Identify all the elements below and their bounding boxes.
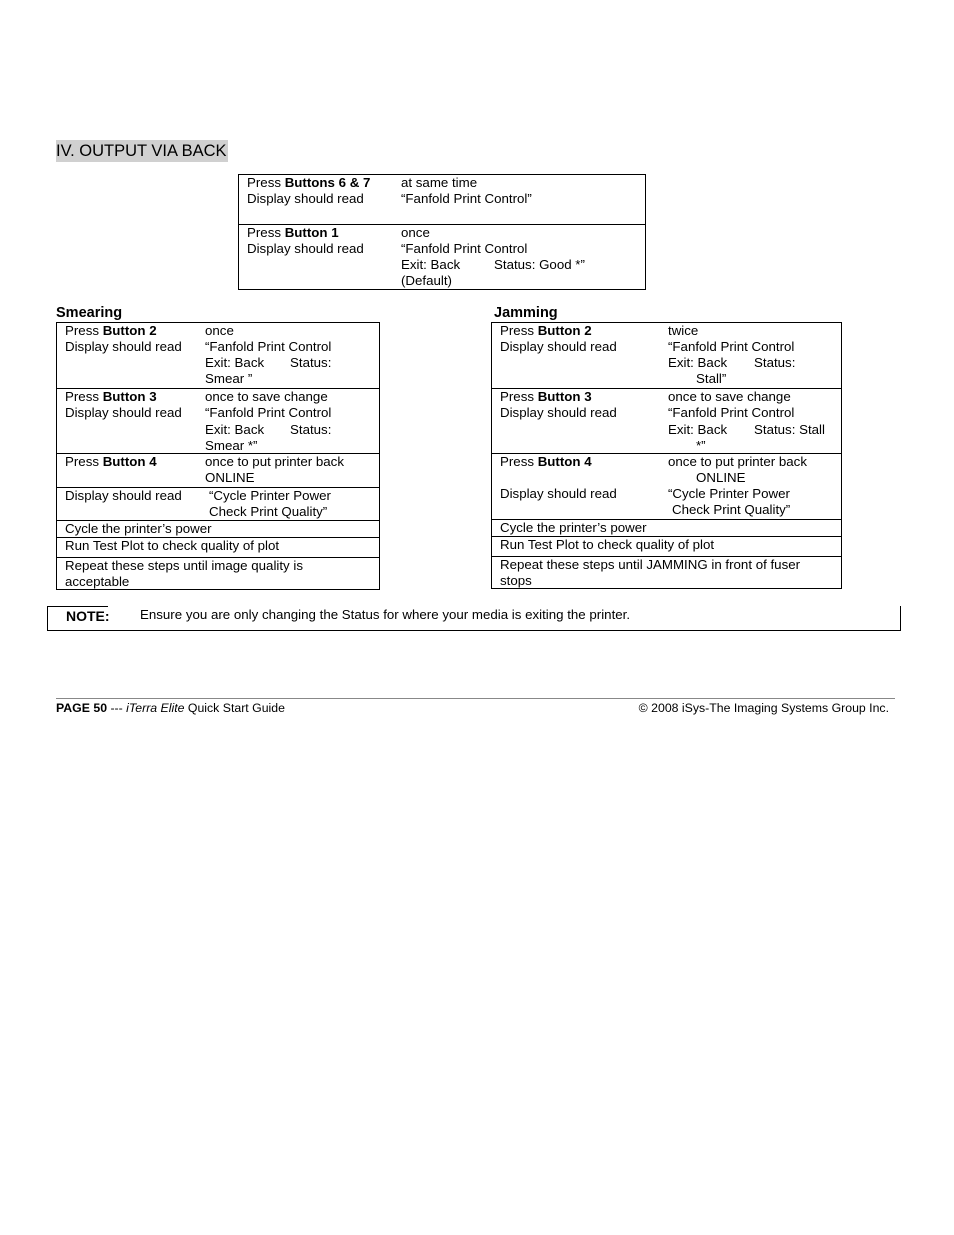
step-value: Exit: Back [401,257,461,272]
step-label: Press Buttons 6 & 7 [247,175,371,190]
step-value: once [401,225,430,240]
note-label: NOTE: [66,608,110,624]
step-value: Status: [754,355,796,370]
step-value: once to put printer back [205,454,344,469]
table-row [239,175,645,224]
step-label: Press Button 2 [500,323,592,338]
step-value: Exit: Back [205,355,265,370]
step-value: “Fanfold Print Control [401,241,528,256]
table-row [57,557,379,590]
note-text: Ensure you are only changing the Status for where your media is exiting the printer. [140,607,631,622]
step-value: once [205,323,234,338]
step-value: twice [668,323,699,338]
step-text: acceptable [65,574,130,589]
step-label: Display should read [247,191,364,206]
step-label: Press Button 1 [247,225,339,240]
table-row [57,487,379,520]
step-label: Press Button 4 [65,454,157,469]
table-row [57,520,379,537]
step-label: Display should read [500,486,617,501]
step-value: (Default) [401,273,452,288]
step-value: Exit: Back [205,422,265,437]
table-row [57,453,379,487]
step-value: Smear ” [205,371,253,386]
table-row [239,224,645,290]
table-row [492,556,841,589]
step-value: “Fanfold Print Control” [401,191,532,206]
step-value: Status: Stall [754,422,825,437]
step-value: *” [696,438,706,453]
step-value: once to save change [668,389,791,404]
step-value: “Cycle Printer Power [209,488,331,503]
step-value: Check Print Quality” [209,504,328,519]
step-value: once to put printer back [668,454,807,469]
step-value: Status: Good *” [494,257,585,272]
step-value: ONLINE [696,470,746,485]
step-value: “Fanfold Print Control [668,339,795,354]
step-value: Status: [290,422,332,437]
step-value: once to save change [205,389,328,404]
table-row [492,536,841,556]
step-value: “Cycle Printer Power [668,486,790,501]
step-value: “Fanfold Print Control [668,405,795,420]
step-text: Cycle the printer’s power [500,520,647,535]
step-value: Check Print Quality” [672,502,791,517]
table-row [492,453,841,519]
jamming-table [491,322,842,589]
table-row [492,519,841,536]
step-text: Run Test Plot to check quality of plot [500,537,715,552]
step-text: Cycle the printer’s power [65,521,212,536]
step-value: Smear *” [205,438,258,453]
table-row [57,388,379,453]
step-label: Display should read [65,488,182,503]
smearing-title: Smearing [56,305,123,321]
footer-copyright: © 2008 iSys-The Imaging Systems Group Inc. [638,701,889,715]
step-value: ONLINE [205,470,255,485]
step-text: stops [500,573,532,588]
table-row [492,323,841,388]
step-value: at same time [401,175,478,190]
note-box [47,606,901,631]
step-value: “Fanfold Print Control [205,405,332,420]
step-text: Repeat these steps until JAMMING in front of fuser [500,557,801,572]
smearing-table [56,322,380,590]
footer-divider [56,698,895,699]
step-value: Exit: Back [668,422,728,437]
step-value: Exit: Back [668,355,728,370]
step-label: Display should read [65,339,182,354]
step-value: Stall” [696,371,727,386]
footer-left: PAGE 50 --- iTerra Elite Quick Start Guide [56,701,285,715]
step-value: Status: [290,355,332,370]
jamming-title: Jamming [494,305,558,321]
step-label: Press Button 4 [500,454,592,469]
step-label: Press Button 3 [65,389,157,404]
section-heading: IV. OUTPUT VIA BACK [56,142,227,160]
step-label: Press Button 2 [65,323,157,338]
step-label: Display should read [247,241,364,256]
table-row [492,388,841,453]
top-instruction-table [238,174,646,290]
step-value: “Fanfold Print Control [205,339,332,354]
table-row [57,537,379,557]
table-row [57,323,379,388]
step-text: Run Test Plot to check quality of plot [65,538,280,553]
step-label: Press Button 3 [500,389,592,404]
step-label: Display should read [500,339,617,354]
step-label: Display should read [500,405,617,420]
step-label: Display should read [65,405,182,420]
step-text: Repeat these steps until image quality is [65,558,304,573]
